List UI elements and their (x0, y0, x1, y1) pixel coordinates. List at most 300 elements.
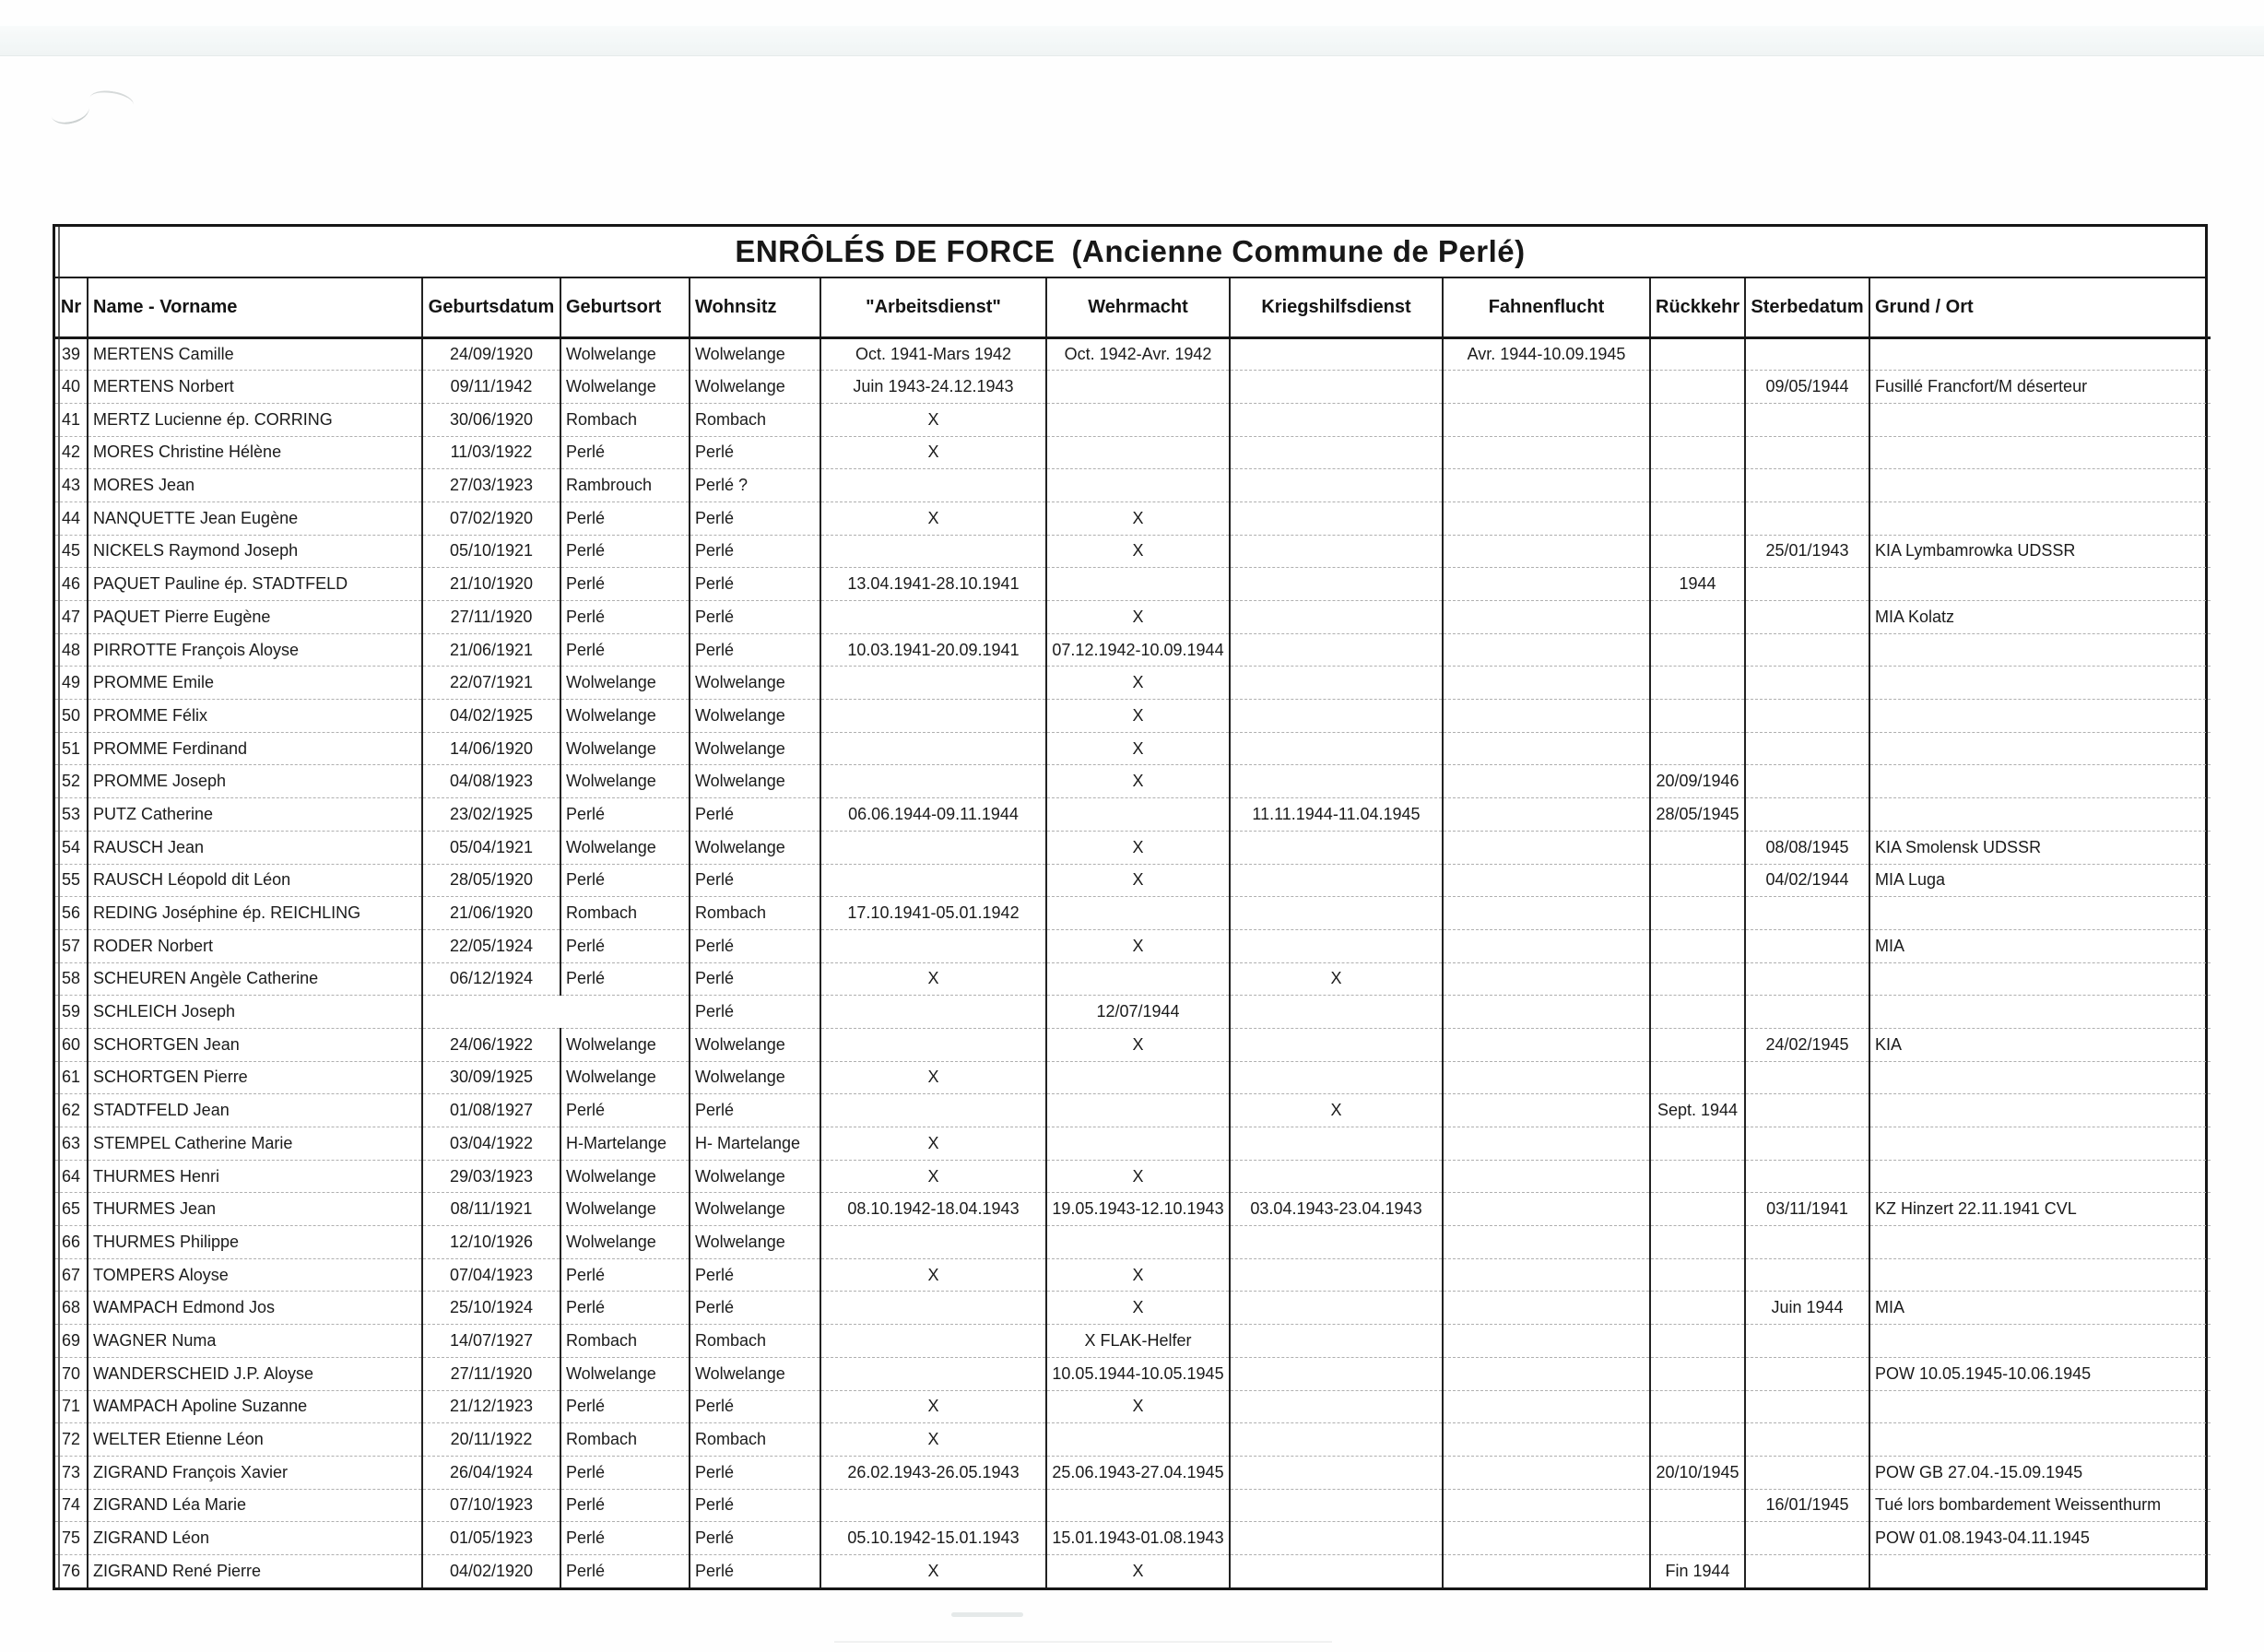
cell-wehrmacht: 07.12.1942-10.09.1944 (1046, 633, 1230, 667)
cell-nr: 61 (55, 1061, 88, 1094)
table-row (55, 798, 2211, 832)
table-row (55, 1456, 2211, 1489)
cell-nr: 64 (55, 1160, 88, 1193)
cell-geburtsdatum: 29/03/1923 (422, 1160, 560, 1193)
cell-arbeitsdienst (820, 700, 1046, 733)
cell-geburtsdatum: 20/11/1922 (422, 1423, 560, 1457)
cell-geburtsort: Wolwelange (560, 1226, 690, 1259)
cell-name: PAQUET Pauline ép. STADTFELD (88, 568, 422, 601)
cell-geburtsdatum: 03/04/1922 (422, 1127, 560, 1161)
cell-fahnenflucht (1443, 535, 1650, 568)
cell-name: WELTER Etienne Léon (88, 1423, 422, 1457)
cell-name: ZIGRAND François Xavier (88, 1456, 422, 1489)
cell-wehrmacht: X (1046, 667, 1230, 700)
cell-nr: 46 (55, 568, 88, 601)
cell-sterbedatum: 16/01/1945 (1745, 1489, 1869, 1522)
cell-nr: 74 (55, 1489, 88, 1522)
cell-geburtsdatum: 05/04/1921 (422, 831, 560, 864)
cell-rueckkehr: 28/05/1945 (1650, 798, 1745, 832)
cell-name: WAMPACH Apoline Suzanne (88, 1390, 422, 1423)
column-header-sterbedatum: Sterbedatum (1745, 278, 1869, 337)
cell-kriegshilfsdienst (1230, 1357, 1443, 1390)
table-row (55, 1423, 2211, 1457)
records-table-frame (53, 224, 2208, 1590)
table-row (55, 1292, 2211, 1325)
cell-sterbedatum (1745, 568, 1869, 601)
cell-fahnenflucht (1443, 601, 1650, 634)
cell-wohnsitz: Rombach (690, 897, 820, 930)
page-title (55, 227, 2205, 278)
cell-fahnenflucht (1443, 831, 1650, 864)
table-row (55, 1522, 2211, 1555)
cell-wehrmacht: X (1046, 1390, 1230, 1423)
cell-arbeitsdienst (820, 732, 1046, 765)
cell-name: SCHLEICH Joseph (88, 996, 422, 1029)
cell-arbeitsdienst (820, 1489, 1046, 1522)
cell-geburtsdatum: 09/11/1942 (422, 371, 560, 404)
cell-nr: 52 (55, 765, 88, 798)
cell-name: PROMME Joseph (88, 765, 422, 798)
cell-kriegshilfsdienst (1230, 996, 1443, 1029)
table-row (55, 864, 2211, 897)
cell-kriegshilfsdienst (1230, 700, 1443, 733)
cell-kriegshilfsdienst (1230, 371, 1443, 404)
cell-rueckkehr (1650, 1325, 1745, 1358)
cell-fahnenflucht (1443, 1489, 1650, 1522)
cell-wohnsitz: Wolwelange (690, 371, 820, 404)
cell-geburtsort: Perlé (560, 436, 690, 469)
cell-wohnsitz: H- Martelange (690, 1127, 820, 1161)
cell-kriegshilfsdienst: X (1230, 1094, 1443, 1127)
cell-sterbedatum (1745, 1522, 1869, 1555)
cell-grund (1869, 1061, 2211, 1094)
cell-rueckkehr: Fin 1944 (1650, 1554, 1745, 1587)
table-row (55, 436, 2211, 469)
cell-kriegshilfsdienst (1230, 1522, 1443, 1555)
cell-fahnenflucht (1443, 732, 1650, 765)
cell-sterbedatum (1745, 1160, 1869, 1193)
cell-arbeitsdienst (820, 1292, 1046, 1325)
table-row (55, 502, 2211, 535)
cell-wohnsitz: Rombach (690, 403, 820, 436)
table-row (55, 1554, 2211, 1587)
cell-sterbedatum (1745, 1127, 1869, 1161)
cell-arbeitsdienst: X (820, 962, 1046, 996)
column-header-kriegshilfsdienst: Kriegshilfsdienst (1230, 278, 1443, 337)
cell-geburtsdatum: 30/09/1925 (422, 1061, 560, 1094)
cell-sterbedatum (1745, 996, 1869, 1029)
cell-geburtsdatum: 11/03/1922 (422, 436, 560, 469)
cell-grund: KIA (1869, 1028, 2211, 1061)
pencil-mark (48, 95, 91, 127)
cell-geburtsort: Perlé (560, 1489, 690, 1522)
cell-wohnsitz: Wolwelange (690, 1061, 820, 1094)
cell-nr: 60 (55, 1028, 88, 1061)
cell-wehrmacht: X (1046, 1028, 1230, 1061)
cell-geburtsdatum: 04/08/1923 (422, 765, 560, 798)
cell-geburtsdatum (422, 996, 690, 1029)
cell-rueckkehr (1650, 403, 1745, 436)
cell-wehrmacht (1046, 436, 1230, 469)
cell-fahnenflucht (1443, 1028, 1650, 1061)
cell-rueckkehr (1650, 1390, 1745, 1423)
cell-grund (1869, 1258, 2211, 1292)
cell-fahnenflucht (1443, 1094, 1650, 1127)
cell-sterbedatum (1745, 633, 1869, 667)
cell-geburtsort: Perlé (560, 798, 690, 832)
cell-geburtsort: Rombach (560, 1325, 690, 1358)
cell-wehrmacht: 12/07/1944 (1046, 996, 1230, 1029)
cell-wehrmacht (1046, 1489, 1230, 1522)
cell-sterbedatum (1745, 1554, 1869, 1587)
cell-nr: 66 (55, 1226, 88, 1259)
cell-nr: 59 (55, 996, 88, 1029)
table-row (55, 831, 2211, 864)
cell-kriegshilfsdienst (1230, 568, 1443, 601)
cell-nr: 62 (55, 1094, 88, 1127)
cell-fahnenflucht (1443, 371, 1650, 404)
cell-arbeitsdienst: X (820, 1061, 1046, 1094)
cell-geburtsdatum: 22/07/1921 (422, 667, 560, 700)
cell-nr: 75 (55, 1522, 88, 1555)
cell-rueckkehr (1650, 502, 1745, 535)
cell-wehrmacht: X (1046, 700, 1230, 733)
cell-rueckkehr (1650, 700, 1745, 733)
cell-sterbedatum (1745, 700, 1869, 733)
cell-fahnenflucht (1443, 700, 1650, 733)
cell-wohnsitz: Wolwelange (690, 765, 820, 798)
table-row (55, 1357, 2211, 1390)
cell-rueckkehr (1650, 996, 1745, 1029)
column-header-grund: Grund / Ort (1869, 278, 2211, 337)
cell-nr: 55 (55, 864, 88, 897)
table-row (55, 1226, 2211, 1259)
cell-kriegshilfsdienst (1230, 1292, 1443, 1325)
cell-fahnenflucht (1443, 1325, 1650, 1358)
cell-rueckkehr (1650, 469, 1745, 502)
cell-name: THURMES Henri (88, 1160, 422, 1193)
cell-wehrmacht: Oct. 1942-Avr. 1942 (1046, 337, 1230, 371)
cell-arbeitsdienst: 10.03.1941-20.09.1941 (820, 633, 1046, 667)
cell-arbeitsdienst (820, 864, 1046, 897)
cell-name: MORES Christine Hélène (88, 436, 422, 469)
cell-kriegshilfsdienst (1230, 1456, 1443, 1489)
cell-geburtsdatum: 21/10/1920 (422, 568, 560, 601)
cell-kriegshilfsdienst (1230, 1423, 1443, 1457)
cell-kriegshilfsdienst (1230, 1554, 1443, 1587)
cell-fahnenflucht (1443, 469, 1650, 502)
cell-rueckkehr (1650, 1292, 1745, 1325)
cell-sterbedatum (1745, 1258, 1869, 1292)
cell-geburtsort: Rombach (560, 897, 690, 930)
cell-sterbedatum (1745, 962, 1869, 996)
cell-wohnsitz: Wolwelange (690, 700, 820, 733)
cell-wehrmacht (1046, 371, 1230, 404)
cell-nr: 63 (55, 1127, 88, 1161)
column-header-fahnenflucht: Fahnenflucht (1443, 278, 1650, 337)
cell-rueckkehr: 20/10/1945 (1650, 1456, 1745, 1489)
cell-sterbedatum: 09/05/1944 (1745, 371, 1869, 404)
cell-sterbedatum (1745, 667, 1869, 700)
cell-sterbedatum (1745, 601, 1869, 634)
column-header-wehrmacht: Wehrmacht (1046, 278, 1230, 337)
cell-name: SCHORTGEN Jean (88, 1028, 422, 1061)
cell-grund (1869, 1160, 2211, 1193)
cell-name: WANDERSCHEID J.P. Aloyse (88, 1357, 422, 1390)
cell-nr: 54 (55, 831, 88, 864)
table-row (55, 1127, 2211, 1161)
cell-fahnenflucht (1443, 897, 1650, 930)
cell-geburtsort: Wolwelange (560, 667, 690, 700)
cell-grund: KIA Lymbamrowka UDSSR (1869, 535, 2211, 568)
cell-rueckkehr (1650, 1522, 1745, 1555)
cell-sterbedatum (1745, 1423, 1869, 1457)
cell-arbeitsdienst: X (820, 1390, 1046, 1423)
cell-name: REDING Joséphine ép. REICHLING (88, 897, 422, 930)
cell-sterbedatum: Juin 1944 (1745, 1292, 1869, 1325)
cell-name: NANQUETTE Jean Eugène (88, 502, 422, 535)
cell-sterbedatum (1745, 732, 1869, 765)
table-row (55, 337, 2211, 371)
cell-sterbedatum (1745, 469, 1869, 502)
cell-geburtsdatum: 05/10/1921 (422, 535, 560, 568)
cell-name: SCHORTGEN Pierre (88, 1061, 422, 1094)
cell-kriegshilfsdienst (1230, 469, 1443, 502)
cell-geburtsort: Perlé (560, 1456, 690, 1489)
cell-wohnsitz: Wolwelange (690, 1160, 820, 1193)
cell-name: STADTFELD Jean (88, 1094, 422, 1127)
cell-fahnenflucht (1443, 1160, 1650, 1193)
cell-geburtsort: Wolwelange (560, 337, 690, 371)
cell-kriegshilfsdienst (1230, 765, 1443, 798)
cell-nr: 70 (55, 1357, 88, 1390)
cell-wehrmacht: X FLAK-Helfer (1046, 1325, 1230, 1358)
table-row (55, 1193, 2211, 1226)
cell-geburtsdatum: 04/02/1925 (422, 700, 560, 733)
cell-wehrmacht: X (1046, 535, 1230, 568)
cell-fahnenflucht: Avr. 1944-10.09.1945 (1443, 337, 1650, 371)
cell-geburtsort: Perlé (560, 962, 690, 996)
table-row (55, 403, 2211, 436)
cell-wohnsitz: Perlé (690, 633, 820, 667)
cell-fahnenflucht (1443, 568, 1650, 601)
cell-kriegshilfsdienst (1230, 337, 1443, 371)
table-row (55, 962, 2211, 996)
cell-grund: POW 01.08.1943-04.11.1945 (1869, 1522, 2211, 1555)
cell-nr: 40 (55, 371, 88, 404)
cell-name: RODER Norbert (88, 929, 422, 962)
cell-sterbedatum (1745, 765, 1869, 798)
cell-rueckkehr (1650, 897, 1745, 930)
cell-geburtsort: Wolwelange (560, 1160, 690, 1193)
cell-wehrmacht (1046, 1127, 1230, 1161)
cell-grund: MIA (1869, 1292, 2211, 1325)
cell-wohnsitz: Wolwelange (690, 667, 820, 700)
cell-geburtsort: Perlé (560, 1522, 690, 1555)
cell-grund (1869, 469, 2211, 502)
cell-kriegshilfsdienst: 11.11.1944-11.04.1945 (1230, 798, 1443, 832)
cell-geburtsdatum: 27/11/1920 (422, 1357, 560, 1390)
cell-wehrmacht: X (1046, 732, 1230, 765)
cell-wohnsitz: Perlé (690, 1258, 820, 1292)
cell-rueckkehr (1650, 864, 1745, 897)
cell-nr: 44 (55, 502, 88, 535)
table-row (55, 1390, 2211, 1423)
cell-grund (1869, 700, 2211, 733)
cell-geburtsdatum: 26/04/1924 (422, 1456, 560, 1489)
cell-wehrmacht: X (1046, 601, 1230, 634)
table-row (55, 1061, 2211, 1094)
table-header-row (55, 278, 2211, 337)
cell-geburtsdatum: 08/11/1921 (422, 1193, 560, 1226)
cell-arbeitsdienst: 26.02.1943-26.05.1943 (820, 1456, 1046, 1489)
cell-wohnsitz: Wolwelange (690, 337, 820, 371)
cell-wohnsitz: Wolwelange (690, 1028, 820, 1061)
cell-geburtsdatum: 21/06/1921 (422, 633, 560, 667)
cell-kriegshilfsdienst: 03.04.1943-23.04.1943 (1230, 1193, 1443, 1226)
cell-geburtsdatum: 22/05/1924 (422, 929, 560, 962)
cell-arbeitsdienst: Juin 1943-24.12.1943 (820, 371, 1046, 404)
cell-geburtsdatum: 21/12/1923 (422, 1390, 560, 1423)
cell-sterbedatum (1745, 1061, 1869, 1094)
cell-wohnsitz: Perlé (690, 864, 820, 897)
cell-name: ZIGRAND René Pierre (88, 1554, 422, 1587)
cell-rueckkehr (1650, 831, 1745, 864)
cell-grund (1869, 962, 2211, 996)
cell-wehrmacht (1046, 1423, 1230, 1457)
cell-geburtsdatum: 27/11/1920 (422, 601, 560, 634)
cell-arbeitsdienst: 05.10.1942-15.01.1943 (820, 1522, 1046, 1555)
cell-name: WAMPACH Edmond Jos (88, 1292, 422, 1325)
cell-grund (1869, 337, 2211, 371)
cell-arbeitsdienst (820, 1028, 1046, 1061)
cell-geburtsdatum: 27/03/1923 (422, 469, 560, 502)
cell-wohnsitz: Perlé (690, 1094, 820, 1127)
cell-name: NICKELS Raymond Joseph (88, 535, 422, 568)
cell-grund (1869, 732, 2211, 765)
table-row (55, 765, 2211, 798)
cell-wehrmacht (1046, 798, 1230, 832)
cell-fahnenflucht (1443, 1258, 1650, 1292)
cell-geburtsdatum: 21/06/1920 (422, 897, 560, 930)
cell-nr: 58 (55, 962, 88, 996)
cell-geburtsort: Perlé (560, 929, 690, 962)
cell-wohnsitz: Perlé (690, 568, 820, 601)
column-header-arbeitsdienst: "Arbeitsdienst" (820, 278, 1046, 337)
cell-geburtsort: Wolwelange (560, 1193, 690, 1226)
cell-geburtsdatum: 06/12/1924 (422, 962, 560, 996)
cell-nr: 43 (55, 469, 88, 502)
cell-fahnenflucht (1443, 798, 1650, 832)
cell-wohnsitz: Wolwelange (690, 1226, 820, 1259)
cell-nr: 50 (55, 700, 88, 733)
cell-fahnenflucht (1443, 1522, 1650, 1555)
table-row (55, 897, 2211, 930)
cell-name: THURMES Philippe (88, 1226, 422, 1259)
cell-arbeitsdienst: X (820, 1160, 1046, 1193)
cell-geburtsort: Perlé (560, 1258, 690, 1292)
cell-geburtsort: Perlé (560, 1554, 690, 1587)
cell-grund (1869, 765, 2211, 798)
cell-fahnenflucht (1443, 962, 1650, 996)
scan-smudge (834, 1641, 1332, 1643)
cell-sterbedatum (1745, 897, 1869, 930)
cell-wohnsitz: Perlé (690, 502, 820, 535)
column-header-name: Name - Vorname (88, 278, 422, 337)
column-header-geburtsort: Geburtsort (560, 278, 690, 337)
cell-fahnenflucht (1443, 929, 1650, 962)
cell-name: STEMPEL Catherine Marie (88, 1127, 422, 1161)
cell-arbeitsdienst: 17.10.1941-05.01.1942 (820, 897, 1046, 930)
cell-rueckkehr (1650, 1258, 1745, 1292)
table-row (55, 568, 2211, 601)
table-row (55, 700, 2211, 733)
cell-wohnsitz: Rombach (690, 1325, 820, 1358)
cell-arbeitsdienst: X (820, 436, 1046, 469)
cell-sterbedatum: 03/11/1941 (1745, 1193, 1869, 1226)
cell-wohnsitz: Perlé (690, 996, 820, 1029)
cell-nr: 68 (55, 1292, 88, 1325)
cell-grund: KIA Smolensk UDSSR (1869, 831, 2211, 864)
cell-name: MERTENS Norbert (88, 371, 422, 404)
cell-arbeitsdienst: 13.04.1941-28.10.1941 (820, 568, 1046, 601)
cell-fahnenflucht (1443, 1554, 1650, 1587)
cell-geburtsort: Perlé (560, 1292, 690, 1325)
cell-geburtsort: Perlé (560, 601, 690, 634)
cell-geburtsdatum: 30/06/1920 (422, 403, 560, 436)
cell-nr: 45 (55, 535, 88, 568)
cell-fahnenflucht (1443, 864, 1650, 897)
cell-grund: Fusillé Francfort/M déserteur (1869, 371, 2211, 404)
cell-wohnsitz: Wolwelange (690, 1193, 820, 1226)
cell-fahnenflucht (1443, 996, 1650, 1029)
cell-rueckkehr (1650, 1423, 1745, 1457)
cell-fahnenflucht (1443, 1357, 1650, 1390)
cell-grund (1869, 1390, 2211, 1423)
cell-grund (1869, 996, 2211, 1029)
table-row (55, 1028, 2211, 1061)
cell-name: PROMME Félix (88, 700, 422, 733)
cell-arbeitsdienst (820, 1325, 1046, 1358)
cell-wohnsitz: Rombach (690, 1423, 820, 1457)
cell-grund (1869, 798, 2211, 832)
cell-geburtsort: Rombach (560, 1423, 690, 1457)
cell-wehrmacht (1046, 568, 1230, 601)
cell-geburtsdatum: 14/07/1927 (422, 1325, 560, 1358)
pencil-mark (88, 88, 136, 114)
table-row (55, 371, 2211, 404)
cell-geburtsort: H-Martelange (560, 1127, 690, 1161)
cell-wehrmacht (1046, 1061, 1230, 1094)
cell-fahnenflucht (1443, 1127, 1650, 1161)
cell-nr: 47 (55, 601, 88, 634)
table-row (55, 1160, 2211, 1193)
cell-wohnsitz: Perlé (690, 1390, 820, 1423)
column-header-rueckkehr: Rückkehr (1650, 278, 1745, 337)
cell-arbeitsdienst (820, 831, 1046, 864)
cell-nr: 42 (55, 436, 88, 469)
cell-kriegshilfsdienst (1230, 929, 1443, 962)
cell-nr: 57 (55, 929, 88, 962)
cell-fahnenflucht (1443, 403, 1650, 436)
cell-wehrmacht (1046, 962, 1230, 996)
cell-grund (1869, 667, 2211, 700)
cell-wehrmacht: 10.05.1944-10.05.1945 (1046, 1357, 1230, 1390)
cell-rueckkehr (1650, 732, 1745, 765)
cell-sterbedatum: 04/02/1944 (1745, 864, 1869, 897)
cell-rueckkehr (1650, 1193, 1745, 1226)
cell-geburtsdatum: 23/02/1925 (422, 798, 560, 832)
